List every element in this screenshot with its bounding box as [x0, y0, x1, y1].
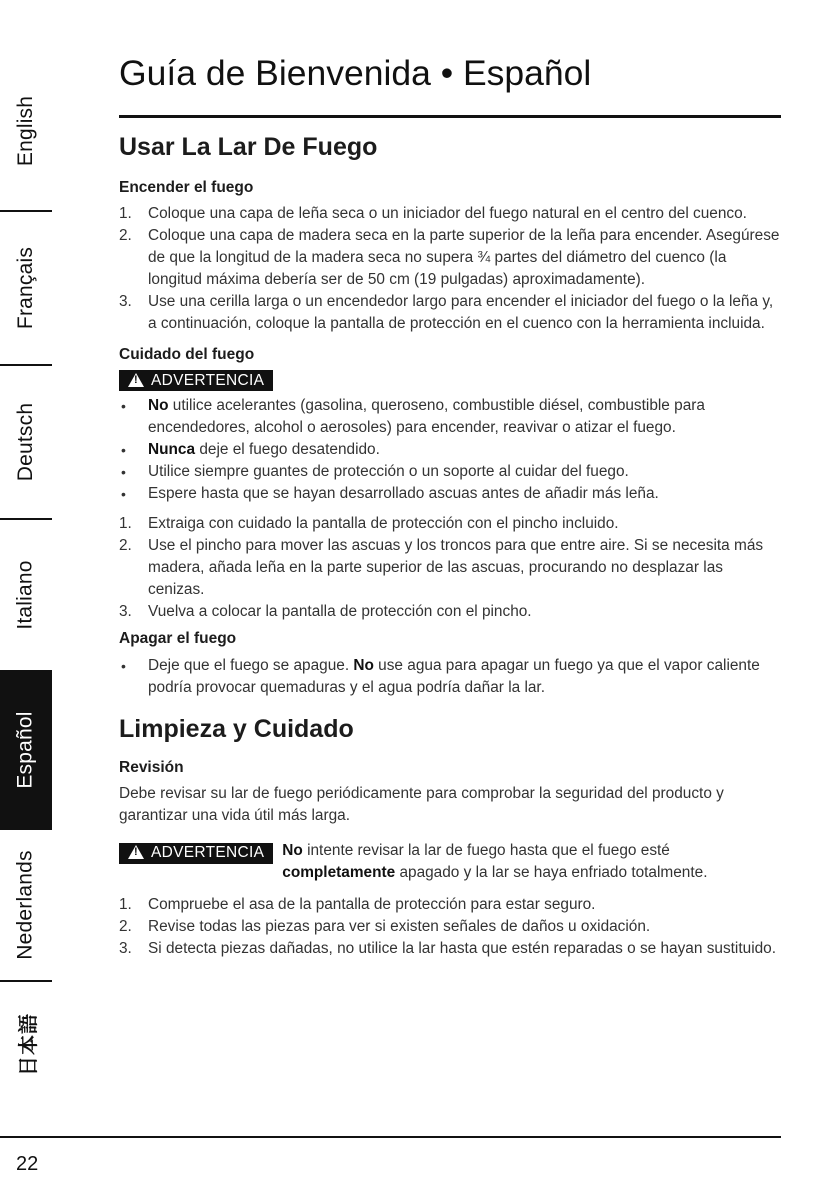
- subheading-fire-care: Cuidado del fuego: [119, 346, 255, 363]
- warning-label: ADVERTENCIA: [151, 371, 265, 389]
- tab-italiano[interactable]: [0, 520, 52, 670]
- step-number: 1.: [119, 895, 132, 913]
- subheading-review: Revisión: [119, 758, 184, 776]
- bullet-text: Espere hasta que se hayan desarrollado ascuas antes de añadir más leña.: [148, 484, 659, 502]
- subheading-light-fire: Encender el fuego: [119, 179, 254, 196]
- bullet-icon: •: [121, 441, 126, 458]
- tab-label: Italiano: [14, 560, 38, 630]
- review-warning: [119, 840, 781, 884]
- list-item: [119, 601, 781, 623]
- bullet-text: Deje que el fuego se apague.: [148, 656, 354, 674]
- tab-label: English: [14, 95, 37, 167]
- list-item: [119, 203, 781, 225]
- tab-english[interactable]: [0, 52, 52, 210]
- warning-text-part: apagado y la lar se haya enfriado totalmente.: [395, 863, 708, 881]
- tab-francais[interactable]: [0, 212, 52, 364]
- page-number: 22: [16, 1153, 39, 1175]
- list-item: [119, 938, 781, 960]
- tab-deutsch[interactable]: [0, 366, 52, 518]
- review-steps: [119, 894, 781, 960]
- step-text: Use el pincho para mover las ascuas y los troncos para que entre aire. Si se necesita más madera, añada leña en la parte superior de las ascuas, procurando no desplazar las cenizas.: [148, 536, 764, 598]
- step-text: Coloque una capa de leña seca o un iniciador del fuego natural en el centro del cuenco.: [148, 205, 747, 222]
- bullet-icon: •: [121, 657, 126, 674]
- page-content: [119, 50, 781, 960]
- step-text: Vuelva a colocar la pantalla de protección con el pincho.: [148, 602, 532, 620]
- bullet-text: Utilice siempre guantes de protección o un soporte al cuidar del fuego.: [148, 462, 629, 480]
- title-rule: [119, 115, 781, 118]
- list-item: [119, 225, 781, 291]
- bullet-icon: •: [121, 397, 126, 414]
- language-tabs: [0, 52, 52, 1107]
- list-item: [119, 395, 781, 439]
- emphasis: Nunca: [148, 440, 196, 458]
- step-number: 2.: [119, 536, 132, 554]
- bullet-text: deje el fuego desatendido.: [195, 440, 380, 458]
- warning-badge: [119, 370, 273, 391]
- bullet-icon: •: [121, 485, 126, 502]
- step-text: Coloque una capa de madera seca en la parte superior de la leña para encender. Asegúrese de que la longitud de la madera seca no supera ¾ partes del diámetro del cuenco (la longitud máxima debería ser de 50 cm (19 pulgadas) aproximadamente).: [148, 227, 780, 288]
- tab-label: Nederlands: [14, 850, 37, 960]
- tab-label: Español: [14, 711, 38, 789]
- warning-badge: [119, 843, 273, 864]
- subheading-extinguish: Apagar el fuego: [119, 629, 237, 647]
- tab-japanese[interactable]: [0, 982, 52, 1107]
- tab-label: Deutsch: [14, 402, 38, 482]
- list-item: [119, 461, 781, 483]
- warning-label: ADVERTENCIA: [151, 844, 265, 861]
- list-item: [119, 535, 781, 601]
- step-number: 2.: [119, 917, 132, 935]
- fire-care-warnings: [119, 395, 781, 505]
- list-item: [119, 483, 781, 505]
- emphasis: completamente: [282, 863, 396, 881]
- bullet-text: use agua para apagar un fuego ya que el vapor caliente podría provocar quemaduras y el agua podría dañar la lar.: [148, 656, 760, 696]
- footer-rule: [0, 1136, 781, 1138]
- step-text: Extraiga con cuidado la pantalla de protección con el pincho incluido.: [148, 514, 619, 532]
- step-number: 3.: [119, 939, 132, 957]
- emphasis: No: [148, 396, 169, 414]
- step-number: 3.: [119, 293, 132, 310]
- list-item: [119, 513, 781, 535]
- warning-text: [282, 840, 781, 884]
- step-text: Use una cerilla larga o un encendedor largo para encender el iniciador del fuego o la leña y, a continuación, coloque la pantalla de protección en el cuenco con la herramienta incluida.: [148, 293, 774, 332]
- fire-care-steps: [119, 513, 781, 623]
- warning-icon: [128, 845, 144, 859]
- list-item: [119, 291, 781, 335]
- list-item: [119, 916, 781, 938]
- tab-label: 日本語: [15, 1013, 40, 1076]
- list-item: [119, 439, 781, 461]
- step-text: Revise todas las piezas para ver si existen señales de daños u oxidación.: [148, 917, 651, 935]
- step-number: 2.: [119, 227, 132, 244]
- list-item: [119, 894, 781, 916]
- step-number: 3.: [119, 602, 132, 620]
- section-heading-cleaning: Limpieza y Cuidado: [119, 714, 354, 743]
- emphasis: No: [353, 656, 374, 674]
- page-title: Guía de Bienvenida • Español: [119, 53, 592, 93]
- tab-espanol[interactable]: [0, 670, 52, 830]
- extinguish-list: [119, 655, 781, 699]
- bullet-icon: •: [121, 463, 126, 480]
- emphasis: No: [282, 841, 303, 859]
- step-number: 1.: [119, 205, 132, 222]
- warning-text-part: intente revisar la lar de fuego hasta que el fuego esté: [302, 841, 670, 859]
- list-item: [119, 655, 781, 699]
- tab-label: Français: [14, 246, 37, 330]
- light-fire-steps: [119, 203, 781, 335]
- section-heading-usage: Usar La Lar De Fuego: [119, 133, 378, 161]
- step-number: 1.: [119, 514, 132, 532]
- warning-row: [119, 370, 781, 392]
- warning-icon: [128, 373, 144, 387]
- review-intro: Debe revisar su lar de fuego periódicamente para comprobar la seguridad del producto y garantizar una vida útil más larga.: [119, 784, 724, 824]
- bullet-text: utilice acelerantes (gasolina, queroseno, combustible diésel, combustible para encendedores, alcohol o aerosoles) para encender, reavivar o atizar el fuego.: [148, 396, 705, 436]
- tab-nederlands[interactable]: [0, 830, 52, 980]
- step-text: Compruebe el asa de la pantalla de protección para estar seguro.: [148, 895, 596, 913]
- step-text: Si detecta piezas dañadas, no utilice la lar hasta que estén reparadas o se hayan sustituido.: [148, 939, 777, 957]
